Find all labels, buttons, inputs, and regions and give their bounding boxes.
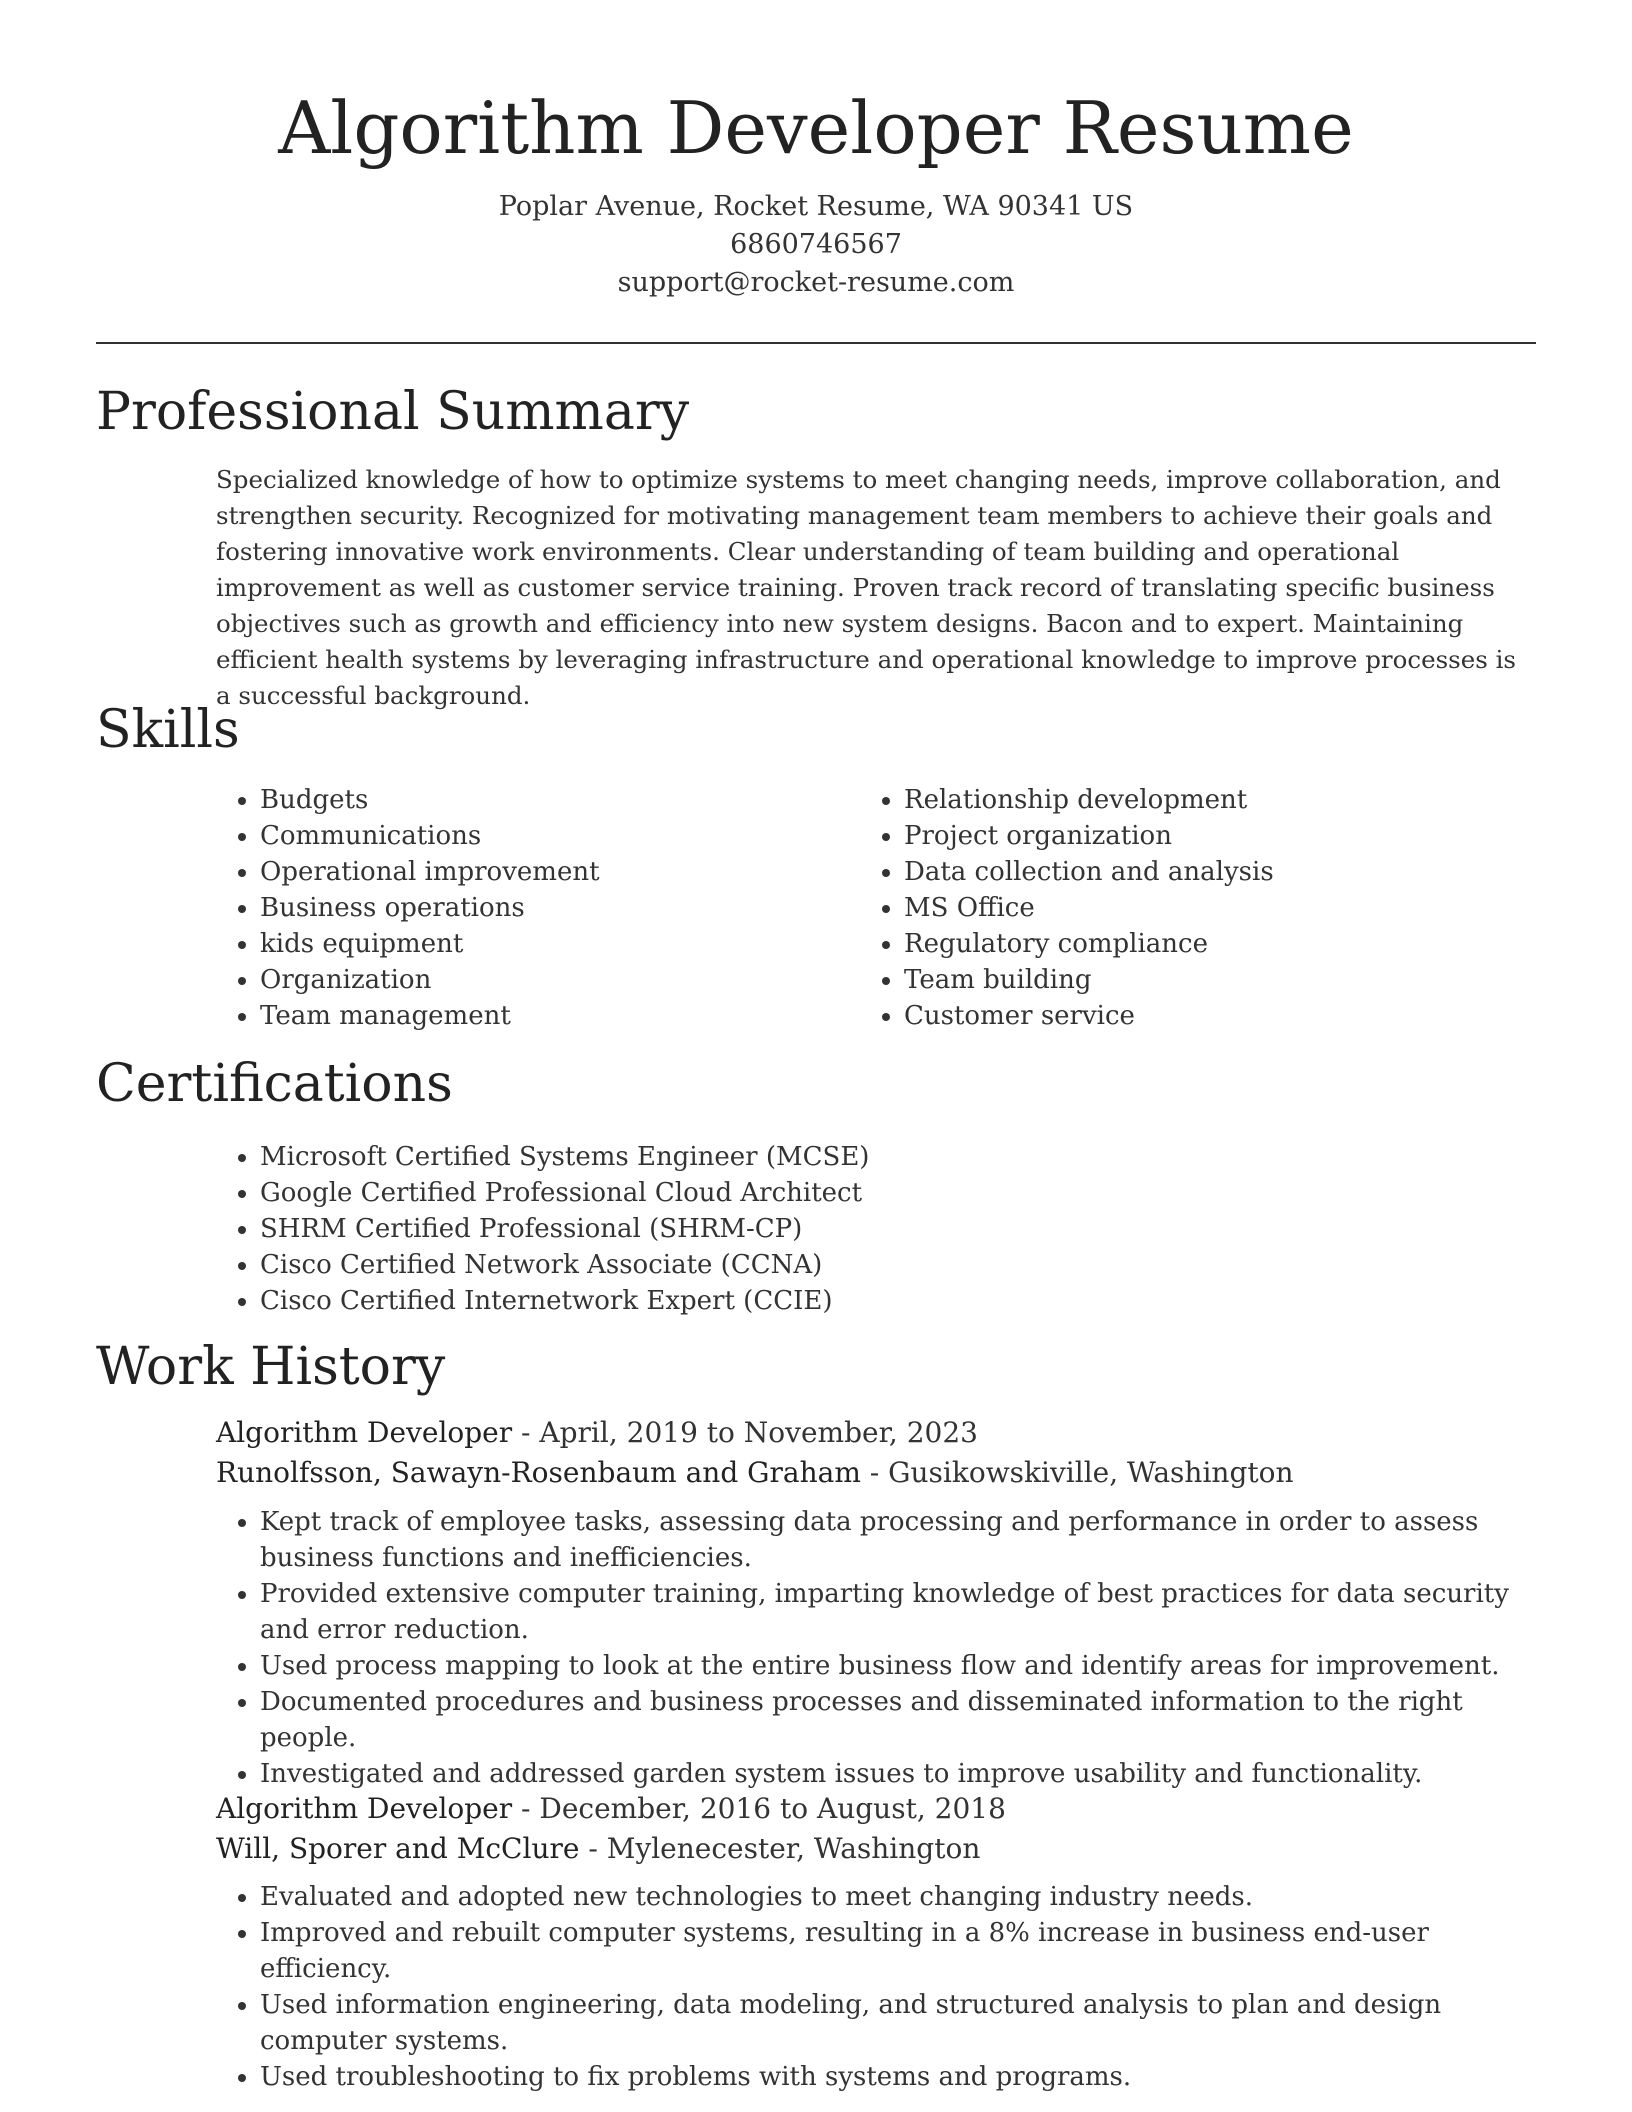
skill-item: • Regulatory compliance <box>904 926 1460 962</box>
skill-item: • Project organization <box>904 818 1460 854</box>
job-title: Algorithm Developer <box>216 1416 513 1449</box>
skill-item: • Team management <box>260 998 816 1034</box>
certifications-list <box>216 1139 1416 1319</box>
certification-item: • Cisco Certified Network Associate (CCNA) <box>260 1247 1416 1283</box>
job-bullet: • Used process mapping to look at the entire business flow and identify areas for improvement. <box>260 1648 1536 1684</box>
job-bullet: • Provided extensive computer training, imparting knowledge of best practices for data security and error reduction. <box>260 1576 1536 1648</box>
skill-item: • kids equipment <box>260 926 816 962</box>
contact-phone: 6860746567 <box>730 229 902 260</box>
job-bullets <box>216 1504 1536 1792</box>
summary-text: Specialized knowledge of how to optimize systems to meet changing needs, improve collaboration, and strengthen security. Recognized for motivating management team members to achieve their goals and fostering innovative work environments. Clear understanding of team building and operational improvement as well as customer service training. Proven track record of translating specific business objectives such as growth and efficiency into new system designs. Bacon and to expert. Maintaining efficient health systems by leveraging infrastructure and operational knowledge to improve processes is a successful background. <box>216 465 1516 710</box>
job-bullets <box>216 1879 1536 2095</box>
certification-item: • Microsoft Certified Systems Engineer (MCSE) <box>260 1139 1416 1175</box>
job-location: - Gusikowskiville, Washington <box>860 1456 1294 1489</box>
job-heading <box>216 1413 1536 1493</box>
contact-block <box>96 188 1536 302</box>
job-company: Runolfsson, Sawayn-Rosenbaum and Graham <box>216 1456 861 1489</box>
section-title-certifications: Certifications <box>96 1054 453 1114</box>
job-bullet: • Investigated and addressed garden system issues to improve usability and functionality. <box>260 1756 1536 1792</box>
skill-item: • Team building <box>904 962 1460 998</box>
skill-item: • Communications <box>260 818 816 854</box>
resume-header <box>96 78 1536 302</box>
job-company-line <box>216 1453 1536 1493</box>
job-company: Will, Sporer and McClure <box>216 1832 580 1865</box>
section-title-work-history: Work History <box>96 1337 446 1397</box>
job-title-line <box>216 1413 1536 1453</box>
job-bullet: • Improved and rebuilt computer systems, resulting in a 8% increase in business end-user efficiency. <box>260 1915 1536 1987</box>
section-title-summary: Professional Summary <box>96 382 690 442</box>
job-bullet: • Kept track of employee tasks, assessing data processing and performance in order to assess business functions and inefficiencies. <box>260 1504 1536 1576</box>
certification-item: • SHRM Certified Professional (SHRM-CP) <box>260 1211 1416 1247</box>
job-bullet: • Used troubleshooting to fix problems with systems and programs. <box>260 2059 1536 2095</box>
skills-column-left <box>216 782 816 1034</box>
skill-item: • Organization <box>260 962 816 998</box>
skill-item: • Business operations <box>260 890 816 926</box>
header-divider <box>96 342 1536 344</box>
section-title-skills: Skills <box>96 700 240 760</box>
skill-item: • Customer service <box>904 998 1460 1034</box>
skill-item: • Operational improvement <box>260 854 816 890</box>
certification-item: • Google Certified Professional Cloud Architect <box>260 1175 1416 1211</box>
certification-item: • Cisco Certified Internetwork Expert (CCIE) <box>260 1283 1416 1319</box>
skill-item: • MS Office <box>904 890 1460 926</box>
job-dates: - April, 2019 to November, 2023 <box>512 1416 978 1449</box>
job-company-line <box>216 1829 1536 1869</box>
job-location: - Mylenecester, Washington <box>579 1832 981 1865</box>
skill-item: • Budgets <box>260 782 816 818</box>
job-dates: - December, 2016 to August, 2018 <box>512 1792 1006 1825</box>
job-heading <box>216 1789 1536 1869</box>
job-title: Algorithm Developer <box>216 1792 513 1825</box>
job-bullet: • Evaluated and adopted new technologies to meet changing industry needs. <box>260 1879 1536 1915</box>
job-title-line <box>216 1789 1536 1829</box>
skill-item: • Data collection and analysis <box>904 854 1460 890</box>
job-bullet: • Used information engineering, data modeling, and structured analysis to plan and design computer systems. <box>260 1987 1536 2059</box>
resume-title: Algorithm Developer Resume <box>278 86 1354 170</box>
skill-item: • Relationship development <box>904 782 1460 818</box>
contact-address: Poplar Avenue, Rocket Resume, WA 90341 US <box>498 191 1134 222</box>
skills-column-right <box>860 782 1460 1034</box>
job-bullet: • Documented procedures and business processes and disseminated information to the right people. <box>260 1684 1536 1756</box>
contact-email: support@rocket-resume.com <box>617 267 1015 298</box>
